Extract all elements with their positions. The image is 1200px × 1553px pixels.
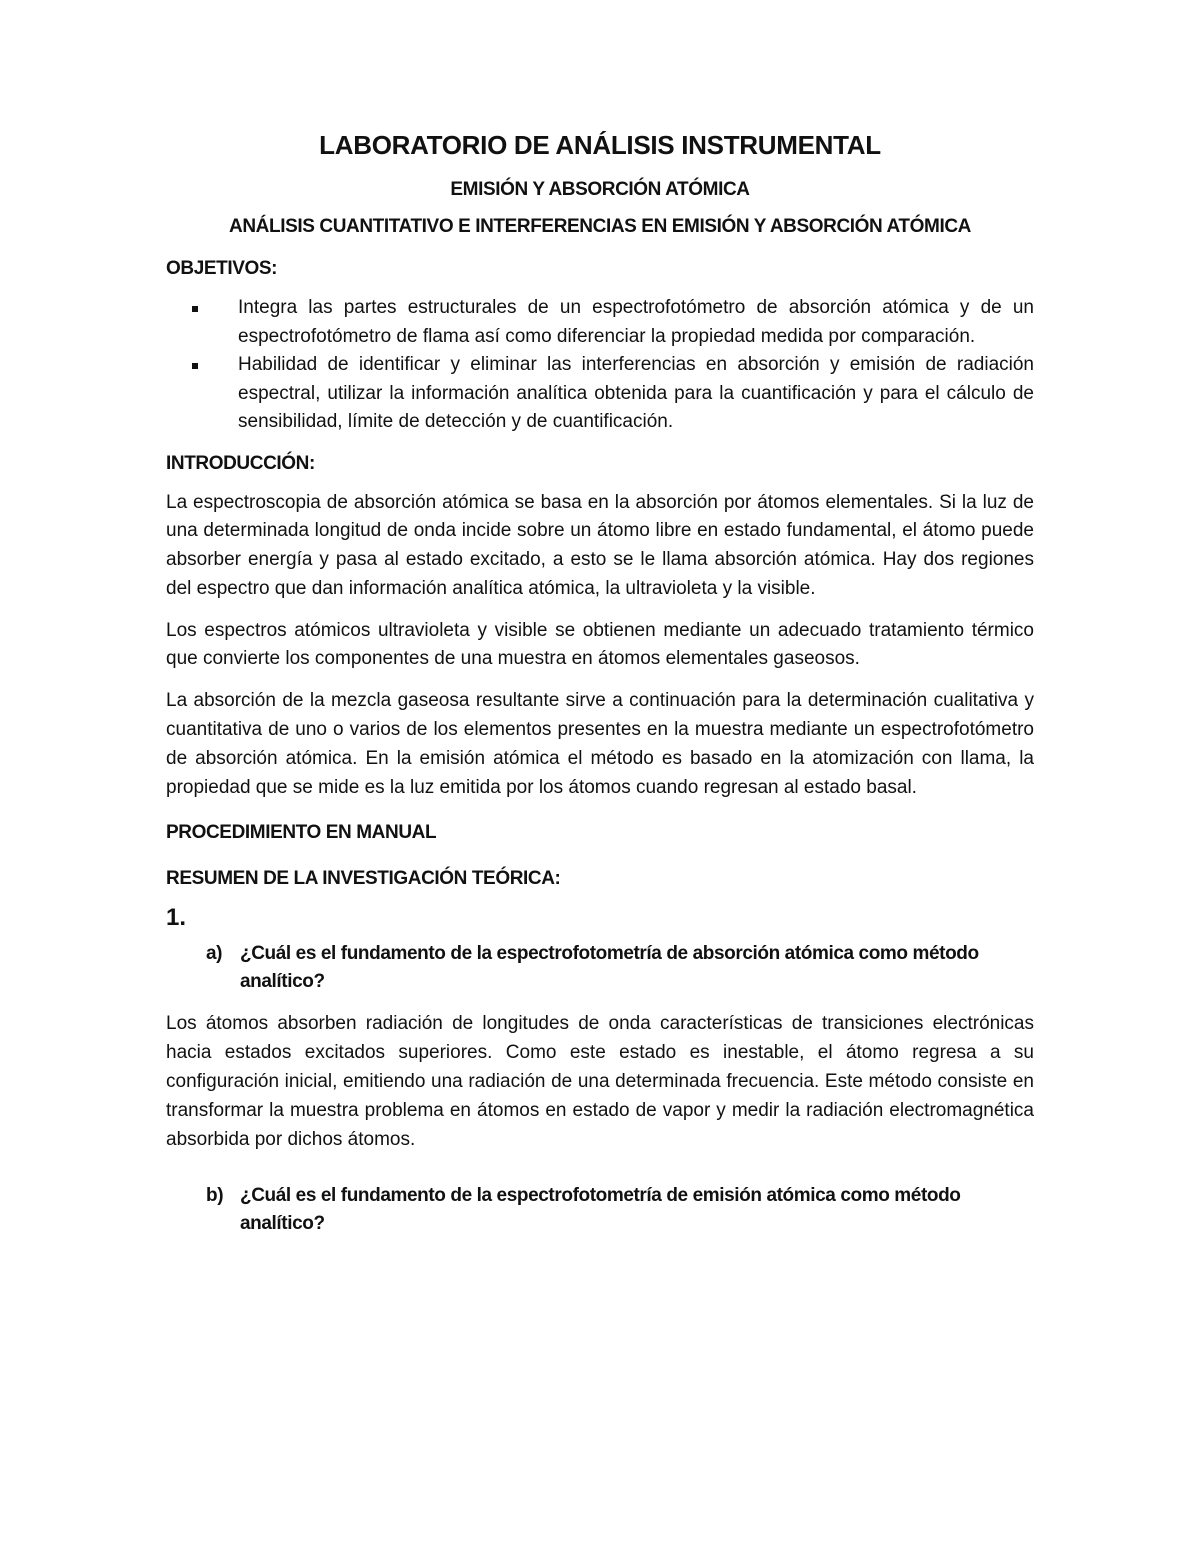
- introduction-paragraph: Los espectros atómicos ultravioleta y visible se obtienen mediante un adecuado tratamiento térmico que convierte los componentes de una muestra en átomos elementales gaseosos.: [166, 619, 1034, 670]
- procedure-heading: PROCEDIMIENTO EN MANUAL: [166, 822, 437, 844]
- objective-item: [166, 294, 1034, 351]
- objective-item: [166, 351, 1034, 437]
- question-text: ¿Cuál es el fundamento de la espectrofotometría de emisión atómica como método analítico?: [240, 1185, 961, 1235]
- objectives-heading: OBJETIVOS:: [166, 258, 278, 279]
- document-page: [166, 130, 1034, 1252]
- summary-heading: RESUMEN DE LA INVESTIGACIÓN TEÓRICA:: [166, 868, 561, 890]
- objectives-list: [166, 294, 1034, 437]
- document-title: LABORATORIO DE ANÁLISIS INSTRUMENTAL: [319, 130, 881, 160]
- question-letter: b): [206, 1185, 224, 1207]
- question-letter: a): [206, 943, 223, 965]
- document-subtitle-secondary: ANÁLISIS CUANTITATIVO E INTERFERENCIAS EN EMISIÓN Y ABSORCIÓN ATÓMICA: [229, 216, 971, 237]
- objective-text: Integra las partes estructurales de un espectrofotómetro de absorción atómica y de un espectrofotómetro de flama así como diferenciar la propiedad medida por comparación.: [238, 297, 1034, 347]
- introduction-paragraph: La absorción de la mezcla gaseosa resultante sirve a continuación para la determinación cualitativa y cuantitativa de uno o varios de los elementos presentes en la muestra mediante un espectrofotómetro de absorción atómica. En la emisión atómica el método es basado en la atomización con llama, la propiedad que se mide es la luz emitida por los átomos cuando regresan al estado basal.: [166, 690, 1034, 798]
- question-a: [166, 940, 1034, 996]
- square-bullet-icon: [192, 306, 198, 312]
- question-b: [166, 1182, 1034, 1238]
- answer-paragraph: Los átomos absorben radiación de longitudes de onda características de transiciones electrónicas hacia estados excitados superiores. Como este estado es inestable, el átomo regresa a su configuración inicial, emitiendo una radiación de una determinada frecuencia. Este método consiste en transformar la muestra problema en átomos en estado de vapor y medir la radiación electromagnética absorbida por dichos átomos.: [166, 1013, 1034, 1150]
- document-subtitle: EMISIÓN Y ABSORCIÓN ATÓMICA: [450, 179, 750, 200]
- introduction-paragraph: La espectroscopia de absorción atómica se basa en la absorción por átomos elementales. Si la luz de una determinada longitud de onda incide sobre un átomo libre en estado fundamental, el átomo puede absorber energía y pasa al estado excitado, a esto se le llama absorción atómica. Hay dos regiones del espectro que dan información analítica atómica, la ultravioleta y la visible.: [166, 491, 1034, 599]
- question-text: ¿Cuál es el fundamento de la espectrofotometría de absorción atómica como método analítico?: [240, 943, 979, 993]
- introduction-heading: INTRODUCCIÓN:: [166, 452, 315, 474]
- question-number: 1.: [166, 904, 187, 932]
- objective-text: Habilidad de identificar y eliminar las interferencias en absorción y emisión de radiación espectral, utilizar la información analítica obtenida para la cuantificación y para el cálculo de sensibilidad, límite de detección y de cuantificación.: [238, 354, 1034, 432]
- square-bullet-icon: [192, 363, 198, 369]
